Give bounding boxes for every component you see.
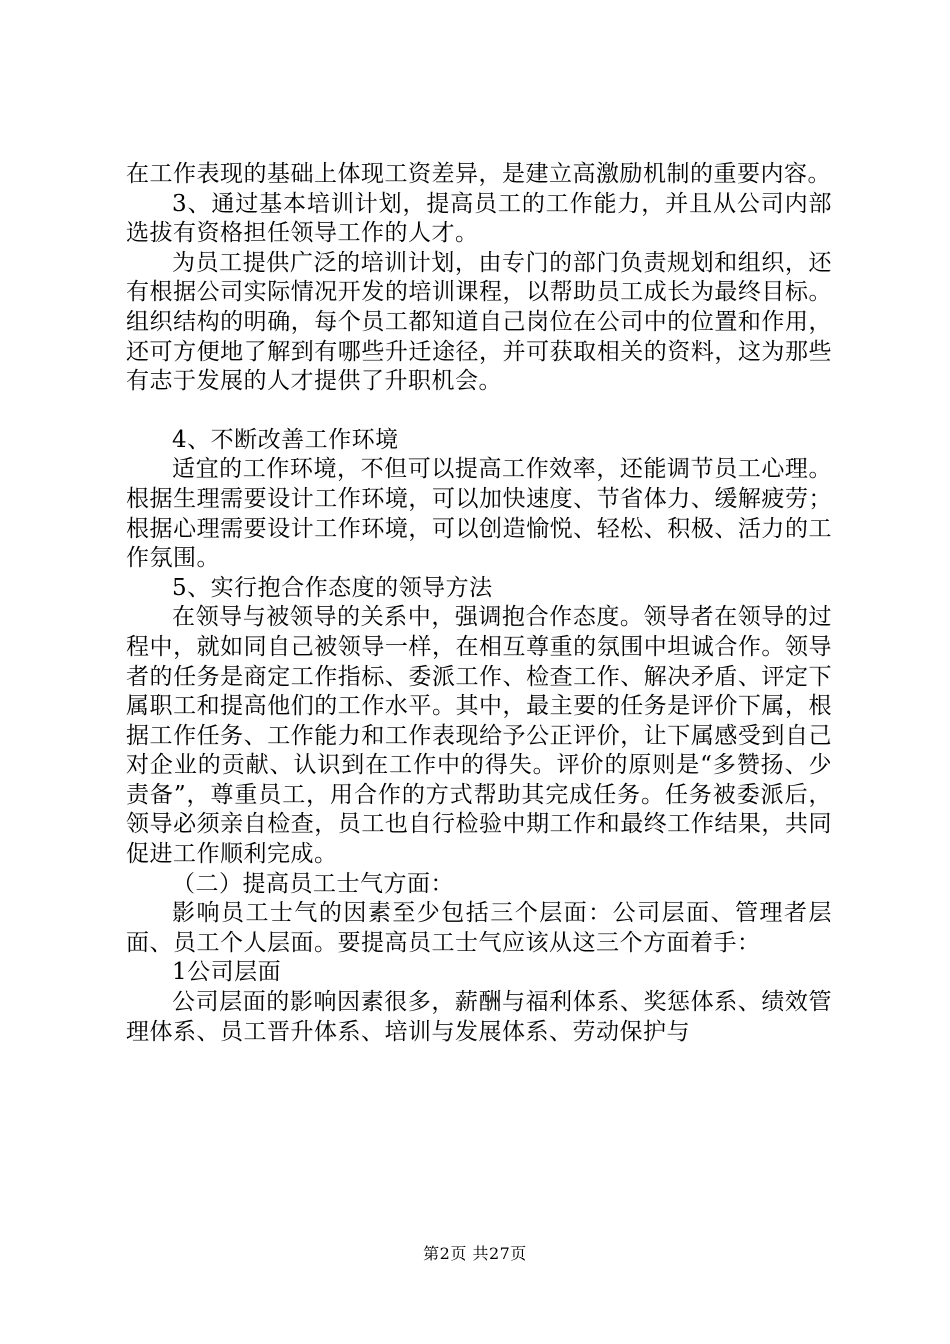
paragraph-work-environment: 适宜的工作环境，不但可以提高工作效率，还能调节员工心理。根据生理需要设计工作环境，可以加快速度、节省体力、缓解疲劳；根据心理需要设计工作环境，可以创造愉悦、轻松、积极、活力的工作氛围。 bbox=[126, 456, 832, 572]
paragraph-leadership-method: 在领导与被领导的关系中，强调抱合作态度。领导者在领导的过程中，就如同自己被领导一样，在相互尊重的氛围中坦诚合作。领导者的任务是商定工作指标、委派工作、检查工作、解决矛盾、评定下属职工和提高他们的工作水平。其中，最主要的任务是评价下属，根据工作任务、工作能力和工作表现给予公正评价，让下属感受到自己对企业的贡献、认识到在工作中的得失。评价的原则是“多赞扬、少责备”，尊重员工，用合作的方式帮助其完成任务。任务被委派后，领导必须亲自检查，员工也自行检验中期工作和最终工作结果，共同促进工作顺利完成。 bbox=[126, 604, 832, 868]
paragraph-item-3-heading: 3、通过基本培训计划，提高员工的工作能力，并且从公司内部选拔有资格担任领导工作的人才。 bbox=[126, 190, 832, 247]
paragraph-morale-factors: 影响员工士气的因素至少包括三个层面：公司层面、管理者层面、员工个人层面。要提高员工士气应该从这三个方面着手： bbox=[126, 900, 832, 956]
paragraph-item-5-heading: 5、实行抱合作态度的领导方法 bbox=[172, 574, 493, 601]
paragraph-section-2-heading: （二）提高员工士气方面： bbox=[172, 870, 454, 897]
document-body bbox=[126, 160, 832, 1047]
paragraph-training-plan: 为员工提供广泛的培训计划，由专门的部门负责规划和组织，还有根据公司实际情况开发的培训课程，以帮助员工成长为最终目标。组织结构的明确，每个员工都知道自己岗位在公司中的位置和作用，还可方便地了解到有哪些升迁途径，并可获取相关的资料，这为那些有志于发展的人才提供了升职机会。 bbox=[126, 249, 832, 395]
paragraph-company-level-factors: 公司层面的影响因素很多，薪酬与福利体系、奖惩体系、绩效管理体系、员工晋升体系、培训与发展体系、劳动保护与 bbox=[126, 989, 832, 1045]
page-number-footer: 第2页 共27页 bbox=[423, 1244, 527, 1263]
paragraph-continuation: 在工作表现的基础上体现工资差异，是建立高激励机制的重要内容。 bbox=[126, 161, 831, 187]
paragraph-company-level-heading: 1公司层面 bbox=[172, 959, 282, 986]
paragraph-item-4-heading: 4、不断改善工作环境 bbox=[172, 426, 399, 453]
